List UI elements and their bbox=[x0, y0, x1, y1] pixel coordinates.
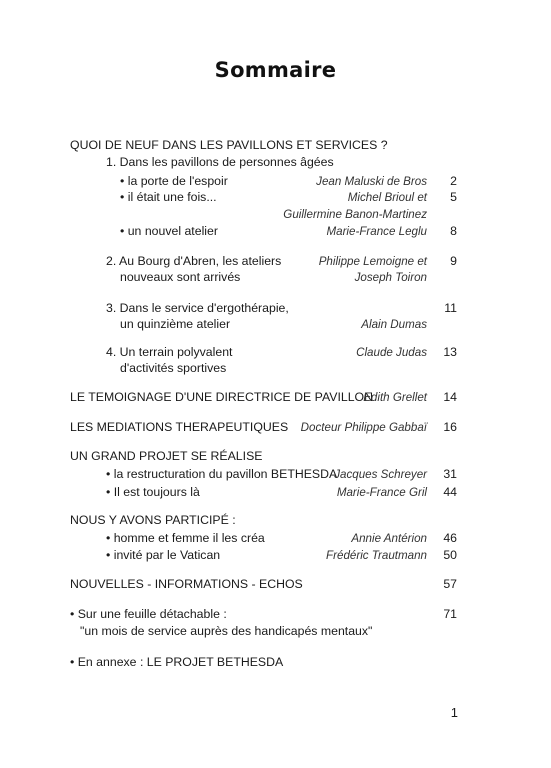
entry-title: d'activités sportives bbox=[120, 361, 227, 375]
section-heading-mediations: LES MEDIATIONS THERAPEUTIQUES bbox=[70, 420, 289, 434]
entry-title: • Il est toujours là bbox=[106, 485, 200, 499]
entry-page: 2 bbox=[450, 174, 457, 188]
entry-page: 9 bbox=[450, 254, 457, 268]
entry-author: Alain Dumas bbox=[361, 318, 427, 331]
section-heading-participated: NOUS Y AVONS PARTICIPÉ : bbox=[70, 513, 236, 527]
insert-note-quote: "un mois de service auprès des handicapés mentaux" bbox=[80, 624, 373, 638]
page-title: Sommaire bbox=[214, 58, 337, 82]
item-heading-elderly-pavilions: 1. Dans les pavillons de personnes âgées bbox=[106, 155, 334, 169]
entry-page: 8 bbox=[450, 224, 457, 238]
insert-note: • Sur une feuille détachable : bbox=[70, 607, 227, 621]
section-heading-news-echos: NOUVELLES - INFORMATIONS - ECHOS bbox=[70, 577, 303, 591]
entry-author: Michel Brioul et bbox=[347, 191, 427, 204]
entry-author: Guillermine Banon-Martinez bbox=[283, 208, 427, 221]
page-number: 1 bbox=[450, 705, 458, 720]
entry-title: • un nouvel atelier bbox=[120, 224, 218, 238]
entry-page: 57 bbox=[443, 577, 457, 591]
entry-page: 50 bbox=[443, 548, 457, 562]
entry-page: 44 bbox=[443, 485, 457, 499]
entry-author: Marie-France Leglu bbox=[326, 225, 427, 238]
entry-title: • il était une fois... bbox=[120, 190, 217, 204]
entry-title: 4. Un terrain polyvalent bbox=[106, 345, 233, 359]
entry-page: 71 bbox=[443, 607, 457, 621]
entry-page: 46 bbox=[443, 531, 457, 545]
entry-author: Philippe Lemoigne et bbox=[318, 255, 427, 268]
section-heading-testimony: LE TEMOIGNAGE D'UNE DIRECTRICE DE PAVILLON bbox=[70, 390, 373, 404]
entry-title: • invité par le Vatican bbox=[106, 548, 221, 562]
entry-title: • la porte de l'espoir bbox=[120, 174, 228, 188]
entry-page: 5 bbox=[450, 190, 457, 204]
entry-title: 2. Au Bourg d'Abren, les ateliers bbox=[106, 254, 282, 268]
entry-page: 13 bbox=[443, 345, 457, 359]
entry-page: 14 bbox=[443, 390, 457, 404]
entry-author: Marie-France Gril bbox=[336, 486, 427, 499]
entry-author: Joseph Toiron bbox=[354, 271, 427, 284]
section-heading-project: UN GRAND PROJET SE RÉALISE bbox=[70, 449, 263, 463]
entry-author: Annie Antérion bbox=[351, 532, 427, 545]
section-heading-news: QUOI DE NEUF DANS LES PAVILLONS ET SERVICES ? bbox=[70, 138, 388, 152]
entry-page: 31 bbox=[443, 467, 457, 481]
entry-author: Jacques Schreyer bbox=[334, 468, 427, 481]
entry-page: 16 bbox=[443, 420, 457, 434]
entry-title: 3. Dans le service d'ergothérapie, bbox=[106, 301, 289, 315]
entry-title: • homme et femme il les créa bbox=[106, 531, 265, 545]
entry-page: 11 bbox=[444, 301, 457, 315]
entry-title: un quinzième atelier bbox=[120, 317, 231, 331]
entry-title: • la restructuration du pavillon BETHESDA bbox=[106, 467, 338, 481]
entry-author: Claude Judas bbox=[356, 346, 427, 359]
entry-title: nouveaux sont arrivés bbox=[120, 270, 241, 284]
entry-author: Frédéric Trautmann bbox=[326, 549, 427, 562]
entry-author: Jean Maluski de Bros bbox=[316, 175, 427, 188]
annex-note: • En annexe : LE PROJET BETHESDA bbox=[70, 655, 284, 669]
entry-author: Docteur Philippe Gabbaï bbox=[300, 421, 427, 434]
entry-author: Edith Grellet bbox=[363, 391, 427, 404]
